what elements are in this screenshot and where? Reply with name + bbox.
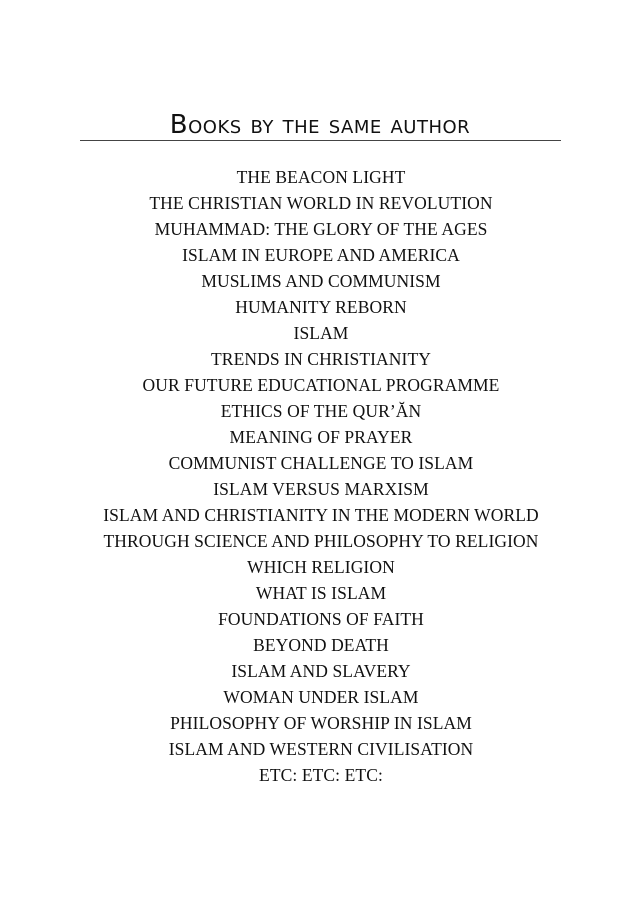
book-title: WHAT IS ISLAM xyxy=(255,583,387,603)
book-title: TRENDS IN CHRISTIANITY xyxy=(211,349,431,369)
book-title: FOUNDATIONS OF FAITH xyxy=(218,609,424,629)
book-title: THE CHRISTIAN WORLD IN REVOLUTION xyxy=(149,193,493,213)
book-title: THE BEACON LIGHT xyxy=(236,167,406,187)
heading-divider xyxy=(80,140,561,141)
page-heading: Books by the same author xyxy=(169,110,471,140)
book-title: ISLAM xyxy=(293,323,349,343)
book-title: WHICH RELIGION xyxy=(247,557,395,577)
book-list xyxy=(0,164,642,788)
book-title: ISLAM AND WESTERN CIVILISATION xyxy=(168,739,474,759)
book-title: COMMUNIST CHALLENGE TO ISLAM xyxy=(168,453,474,473)
book-title: ISLAM AND CHRISTIANITY IN THE MODERN WORLD xyxy=(103,505,539,525)
book-title: ETHICS OF THE QUR’ĂN xyxy=(220,401,422,421)
book-title: BEYOND DEATH xyxy=(253,635,389,655)
book-title: MUHAMMAD: THE GLORY OF THE AGES xyxy=(154,219,488,239)
book-title: OUR FUTURE EDUCATIONAL PROGRAMME xyxy=(142,375,500,395)
book-title: ISLAM IN EUROPE AND AMERICA xyxy=(182,245,460,265)
book-title: ISLAM AND SLAVERY xyxy=(231,661,411,681)
book-title: MEANING OF PRAYER xyxy=(229,427,413,447)
book-title: ETC: ETC: ETC: xyxy=(259,765,383,785)
book-title: WOMAN UNDER ISLAM xyxy=(223,687,419,707)
book-title: HUMANITY REBORN xyxy=(235,297,407,317)
book-title: THROUGH SCIENCE AND PHILOSOPHY TO RELIGION xyxy=(103,531,539,551)
book-title: ISLAM VERSUS MARXISM xyxy=(213,479,429,499)
book-title: MUSLIMS AND COMMUNISM xyxy=(201,271,441,291)
book-title: PHILOSOPHY OF WORSHIP IN ISLAM xyxy=(170,713,472,733)
